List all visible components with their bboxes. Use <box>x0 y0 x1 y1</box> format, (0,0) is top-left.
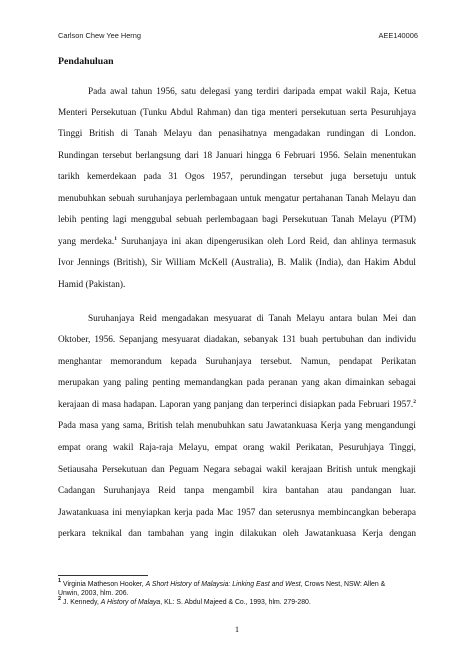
body-line: Setiausaha Persekutuan dan Peguam Negara sebagai wakil kerajaan British untuk mengkaji <box>58 465 416 475</box>
body-line: Rundingan tersebut berlangsung dari 18 Januari hingga 6 Februari 1956. Selain menentukan <box>58 151 416 161</box>
body-line: Menteri Persekutuan (Tunku Abdul Rahman) dan tiga menteri persekutuan serta Pesuruhjaya <box>58 108 416 118</box>
body-text: Suruhanjaya ini akan dipengerusikan oleh Lord Reid, dan ahlinya termasuk <box>116 237 417 247</box>
body-line: empat orang wakil Raja-raja Melayu, empat orang wakil Perikatan, Pesuruhjaya Tinggi, <box>58 443 416 453</box>
footnote-1 <box>58 580 416 589</box>
footnote-book-title: A History of Malaya <box>100 599 161 606</box>
footnote-text: J. Kennedy, <box>61 599 101 606</box>
footnote-number: 1 <box>58 578 62 584</box>
body-line: menghantar memorandum kepada Suruhanjaya tersebut. Namun, pendapat Perikatan <box>58 357 416 367</box>
footnote-marker: 2 <box>413 399 416 405</box>
body-line: Oktober, 1956. Sepanjang mesyuarat diadakan, sebanyak 131 buah pertubuhan dan individu <box>58 335 416 345</box>
body-line: menubuhkan sebuah suruhanjaya perlembagaan untuk mengatur pertahanan Tanah Melayu dan <box>58 194 416 204</box>
header-code: AEE140006 <box>378 31 418 40</box>
body-line: Jawatankuasa ini menyiapkan kerja pada Mac 1957 dan seterusnya membincangkan beberapa <box>58 508 416 518</box>
section-title: Pendahuluan <box>58 56 114 67</box>
body-line: lebih penting lagi menggubal sebuah perlembagaan bagi Persekutuan Tanah Melayu (PTM) <box>58 215 416 225</box>
body-line: tarikh kemerdekaan pada 31 Ogos 1957, perundingan tersebut juga bersetuju untuk <box>58 172 416 182</box>
body-line-with-footnote <box>58 399 416 412</box>
footnote-marker: 1 <box>114 236 117 242</box>
footnote-book-title: A Short History of Malaysia: Linking East and West <box>145 581 301 588</box>
footnote-text: , Crows Nest, NSW: Allen & <box>300 581 386 588</box>
body-line: Ivor Jennings (British), Sir William McKell (Australia), B. Malik (India), dan Hakim Abdul <box>58 258 416 268</box>
footnote-number: 2 <box>58 596 62 602</box>
body-line: Cadangan Suruhanjaya Reid tanpa mengambil kira bantahan atau pandangan luar. <box>58 486 416 496</box>
page-number: 1 <box>234 624 240 634</box>
footnote-2 <box>58 598 416 607</box>
body-line: Pada awal tahun 1956, satu delegasi yang terdiri daripada empat wakil Raja, Ketua <box>88 87 416 97</box>
body-line: Pada masa yang sama, British telah menubuhkan satu Jawatankuasa Kerja yang mengandungi <box>58 421 416 431</box>
body-text: yang merdeka. <box>58 237 115 247</box>
header-author: Carlson Chew Yee Herng <box>58 31 141 40</box>
body-text: kerajaan di masa hadapan. Laporan yang panjang dan terperinci disiapkan pada Februari 1957. <box>58 400 414 410</box>
body-line: merupakan yang paling penting memandangkan pada peranan yang akan dimainkan sebagai <box>58 378 416 388</box>
body-line: Tinggi British di Tanah Melayu dan penasihatnya mengadakan rundingan di London. <box>58 129 416 139</box>
footnote-1-continued: Unwin, 2003, hlm. 206. <box>58 590 129 597</box>
body-line: Suruhanjaya Reid mengadakan mesyuarat di Tanah Melayu antara bulan Mei dan <box>88 314 416 324</box>
footnote-text: Virginia Matheson Hooker, <box>61 581 146 588</box>
body-line-with-footnote <box>58 236 416 249</box>
footnote-text: , KL: S. Abdul Majeed & Co., 1993, hlm. 279-280. <box>160 599 311 606</box>
body-line: perkara teknikal dan tambahan yang ingin dilakukan oleh Jawatankuasa Kerja dengan <box>58 529 416 539</box>
footnote-separator <box>58 575 148 576</box>
body-line: Hamid (Pakistan). <box>58 280 126 290</box>
